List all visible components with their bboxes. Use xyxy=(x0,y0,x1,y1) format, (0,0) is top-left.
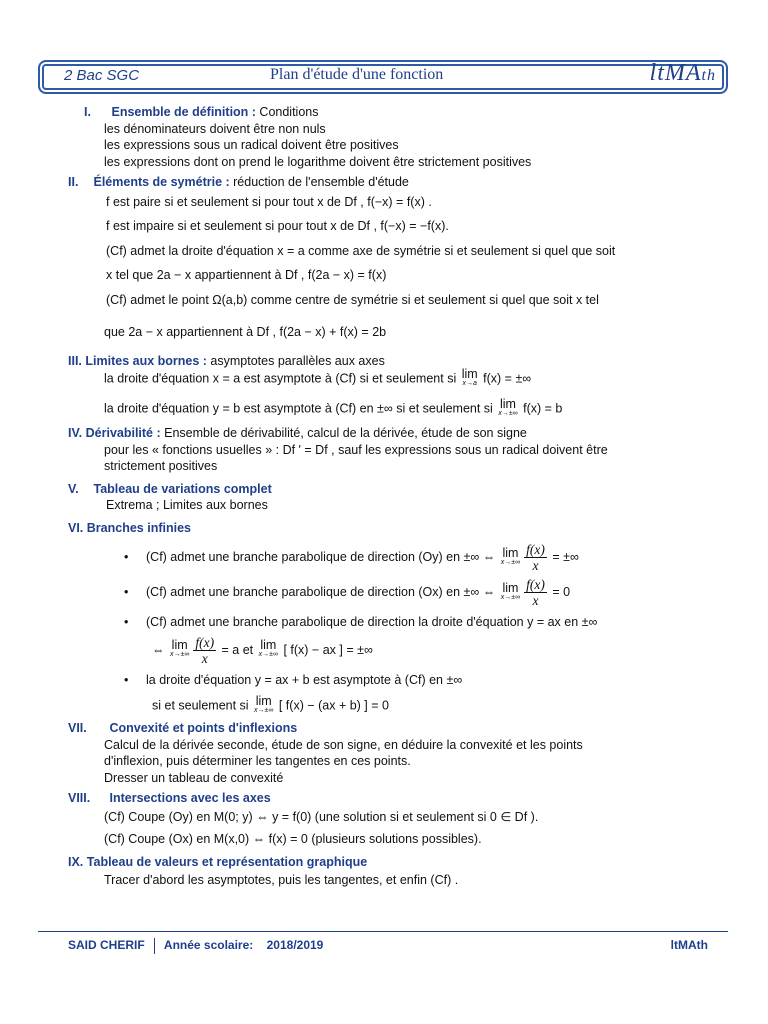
text-line: la droite d'équation y = b est asymptote à (Cf) en ±∞ si et seulement si lim x→±∞ f(x) = b xyxy=(104,397,563,417)
section-2-heading: II. Éléments de symétrie : réduction de l'ensemble d'étude xyxy=(68,175,409,189)
section-title: Tableau de valeurs et représentation graphique xyxy=(86,854,368,869)
footer-divider xyxy=(38,931,728,932)
text-line: les dénominateurs doivent être non nuls xyxy=(104,121,326,136)
school-year: 2018/2019 xyxy=(266,938,324,953)
section-5-heading: V. Tableau de variations complet xyxy=(68,481,272,496)
section-title: Éléments de symétrie : xyxy=(93,175,230,189)
section-title: Branches infinies xyxy=(86,520,191,535)
section-6-heading: VI. Branches infinies xyxy=(68,520,191,535)
list-item: • (Cf) admet une branche parabolique de direction la droite d'équation y = ax en ±∞ xyxy=(124,615,598,629)
text-line: (Cf) admet le point Ω(a,b) comme centre de symétrie si et seulement si quel que soit x tel xyxy=(106,292,599,307)
footer xyxy=(68,938,728,954)
text-line: les expressions dont on prend le logarithme doivent être strictement positives xyxy=(104,154,532,169)
text-line: la droite d'équation x = a est asymptote à (Cf) si et seulement si lim x→a f(x) = ±∞ xyxy=(104,367,532,387)
section-1-heading: I. Ensemble de définition : Conditions xyxy=(84,105,319,119)
list-item: • la droite d'équation y = ax + b est asymptote à (Cf) en ±∞ xyxy=(124,672,463,687)
text-line: f est impaire si et seulement si pour tout x de Df , f(−x) = −f(x). xyxy=(106,219,449,233)
section-title: Limites aux bornes : xyxy=(85,353,207,368)
class-level: 2 Bac SGC xyxy=(64,67,140,84)
footer-brand: ltMAth xyxy=(670,938,708,952)
text-line: (Cf) Coupe (Oy) en M(0; y) ⇔ y = f(0) (une solution si et seulement si 0 ∈ Df ). xyxy=(104,809,539,824)
text-line: strictement positives xyxy=(104,459,218,473)
section-title: Ensemble de définition : xyxy=(111,105,256,119)
brand-logo: ltMAth xyxy=(649,60,716,86)
text-line: que 2a − x appartiennent à Df , f(2a − x) + f(x) = 2b xyxy=(104,325,387,339)
text-line: d'inflexion, puis déterminer les tangentes en ces points. xyxy=(104,754,411,768)
text-line: (Cf) admet la droite d'équation x = a comme axe de symétrie si et seulement si quel que soit xyxy=(106,243,616,258)
section-8-heading: VIII. Intersections avec les axes xyxy=(68,791,271,805)
section-title: Convexité et points d'inflexions xyxy=(109,721,298,735)
text-line: f est paire si et seulement si pour tout x de Df , f(−x) = f(x) . xyxy=(106,194,432,209)
section-title: Intersections avec les axes xyxy=(109,791,271,805)
text-line: les expressions sous un radical doivent être positives xyxy=(104,138,399,152)
footer-separator xyxy=(154,938,155,954)
text-line: Tracer d'abord les asymptotes, puis les tangentes, et enfin (Cf) . xyxy=(104,873,459,887)
section-7-heading: VII. Convexité et points d'inflexions xyxy=(68,721,298,735)
page-title: Plan d'étude d'une fonction xyxy=(270,66,444,83)
header-banner xyxy=(38,60,728,94)
document-body xyxy=(68,104,728,889)
section-3-heading: III. Limites aux bornes : asymptotes parallèles aux axes xyxy=(68,353,385,368)
text-line: Extrema ; Limites aux bornes xyxy=(106,498,268,512)
author-name: SAID CHERIF xyxy=(68,938,145,953)
list-item: • (Cf) admet une branche parabolique de direction (Oy) en ±∞ ⇔ lim x→±∞ $\frac{f(x)}{x}$ = ±∞ xyxy=(124,542,579,573)
text-line: Calcul de la dérivée seconde, étude de son signe, en déduire la convexité et les points xyxy=(104,737,583,752)
section-title: Dérivabilité : xyxy=(85,426,161,440)
text-line: ⇔ lim x→±∞ $\frac{f(x)}{x}$ = a et lim x→±∞ [ f(x) − ax ] = ±∞ xyxy=(152,634,373,666)
text-line: si et seulement si lim x→±∞ [ f(x) − (ax + b) ] = 0 xyxy=(152,694,389,714)
section-title: Tableau de variations complet xyxy=(93,481,272,496)
list-item: • (Cf) admet une branche parabolique de direction (Ox) en ±∞ ⇔ lim x→±∞ $\frac{f(x)}{x}$ = 0 xyxy=(124,577,571,608)
text-line: (Cf) Coupe (Ox) en M(x,0) ⇔ f(x) = 0 (plusieurs solutions possibles). xyxy=(104,832,482,846)
text-line: x tel que 2a − x appartiennent à Df , f(2a − x) = f(x) xyxy=(106,268,387,282)
text-line: Dresser un tableau de convexité xyxy=(104,770,284,785)
year-label: Année scolaire: xyxy=(163,938,254,953)
section-9-heading: IX. Tableau de valeurs et représentation graphique xyxy=(68,854,368,869)
text-line: pour les « fonctions usuelles » : Df ' = Df , sauf les expressions sous un radical doivent être xyxy=(104,442,608,457)
section-4-heading: IV. Dérivabilité : Ensemble de dérivabilité, calcul de la dérivée, étude de son signe xyxy=(68,426,527,440)
